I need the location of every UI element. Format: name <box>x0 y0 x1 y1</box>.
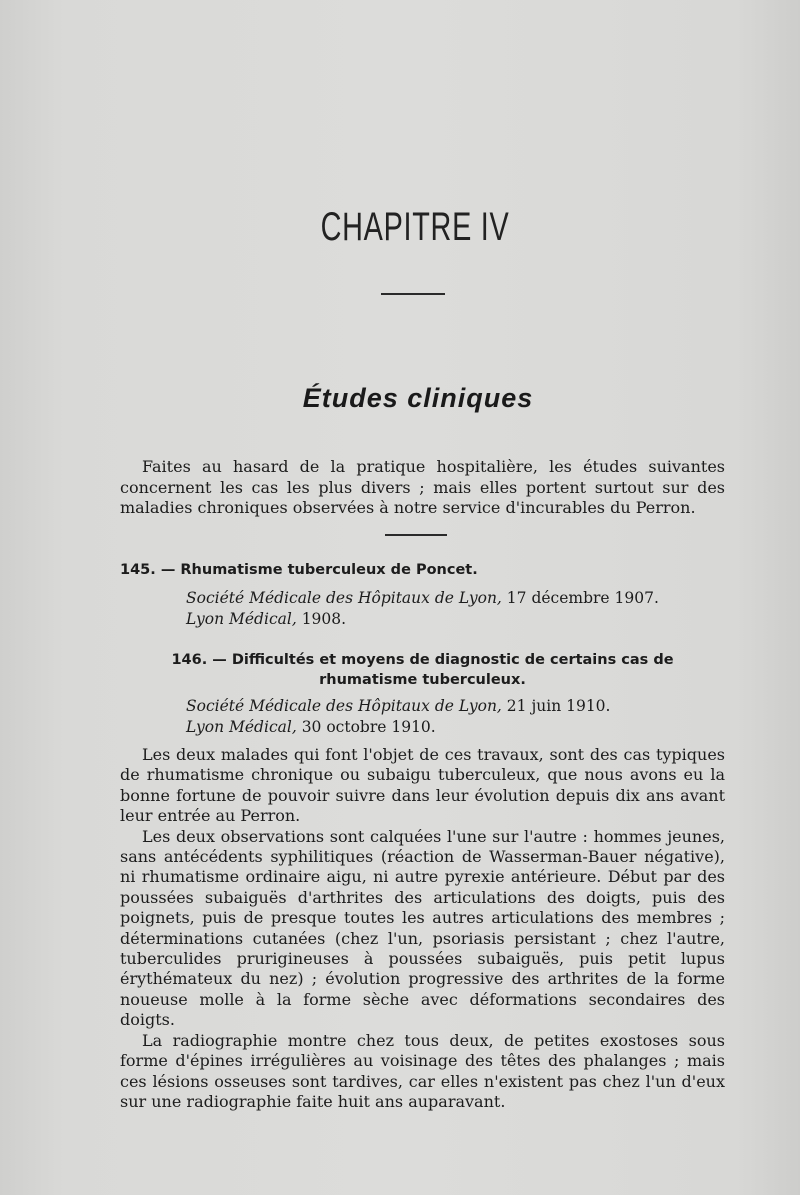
body-paragraph: La radiographie montre chez tous deux, de petites exostoses sous forme d'épines irrégulières au voisinage des têtes des phalanges ; mais ces lésions osseuses sont tardives, car elles n'existent pas chez l'un d'eux sur une radiographie faite huit ans auparavant. <box>120 1030 725 1111</box>
entry-number: 146. <box>171 652 208 668</box>
reference-line <box>186 588 725 609</box>
entry-146 <box>120 650 725 738</box>
reference-journal: Lyon Médical, <box>186 718 297 736</box>
body-text <box>120 745 725 1112</box>
reference-date: 21 juin 1910. <box>506 697 611 715</box>
intro-divider <box>385 534 447 536</box>
entry-references <box>120 696 725 738</box>
entry-title: — Rhumatisme tuberculeux de Poncet. <box>160 562 478 578</box>
reference-journal: Société Médicale des Hôpitaux de Lyon, <box>186 589 502 607</box>
body-paragraph: Les deux malades qui font l'objet de ces travaux, sont des cas typiques de rhumatisme chronique ou subaigu tuberculeux, que nous avons eu la bonne fortune de pouvoir suivre dans leur évolution depuis dix ans avant leur entrée au Perron. <box>120 745 725 826</box>
reference-journal: Lyon Médical, <box>186 610 297 628</box>
entry-title: — Difficultés et moyens de diagnostic de certains cas de rhumatisme tuberculeux. <box>212 652 674 688</box>
heading-divider <box>381 293 445 295</box>
entry-145 <box>120 560 725 630</box>
reference-date: 17 décembre 1907. <box>506 589 659 607</box>
reference-line <box>186 696 725 717</box>
section-title: Études cliniques <box>302 383 534 413</box>
entry-heading <box>120 560 725 580</box>
body-paragraph: Les deux observations sont calquées l'une sur l'autre : hommes jeunes, sans antécédents syphilitiques (réaction de Wasserman-Bauer négative), ni rhumatisme ordinaire aigu, ni autre pyrexie antérieure. Début par des poussées subaiguës d'arthrites des articulations des doigts, puis des poignets, puis de presque toutes les autres articulations des membres ; déterminations cutanées (chez l'un, psoriasis persistant ; chez l'autre, tuberculides prurigineuses à poussées subaiguës, puis petit lupus érythémateux du nez) ; évolution progressive des arthrites de la forme noueuse molle à la forme sèche avec déformations secondaires des doigts. <box>120 826 725 1030</box>
chapter-heading: CHAPITRE IV <box>320 205 510 249</box>
reference-date: 30 octobre 1910. <box>301 718 436 736</box>
entry-heading <box>120 650 725 690</box>
intro-paragraph: Faites au hasard de la pratique hospitalière, les études suivantes concernent les cas les plus divers ; mais elles portent surtout sur des maladies chroniques observées à notre service d'incurables du Perron. <box>120 457 725 517</box>
entry-references <box>120 588 725 630</box>
reference-journal: Société Médicale des Hôpitaux de Lyon, <box>186 697 502 715</box>
entry-number: 145. <box>120 562 156 578</box>
reference-date: 1908. <box>301 610 347 628</box>
reference-line <box>186 717 725 738</box>
reference-line <box>186 609 725 630</box>
